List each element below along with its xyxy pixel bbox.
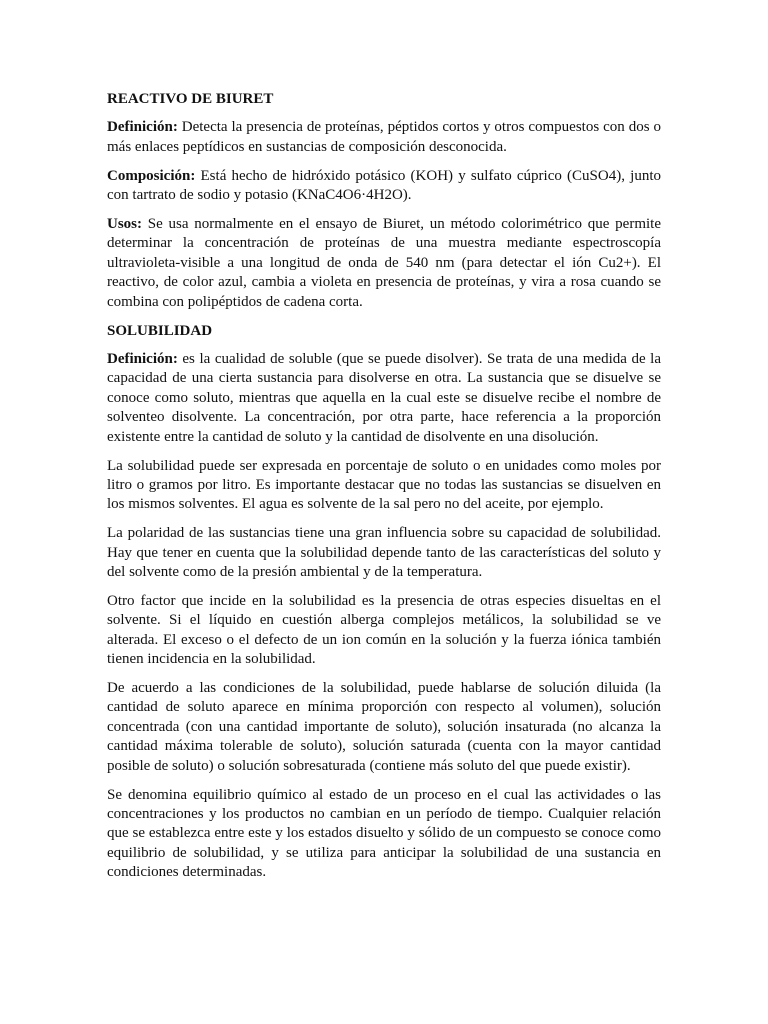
biuret-uses-text: Se usa normalmente en el ensayo de Biuret, un método colorimétrico que permite determinar la concentración de proteínas de una muestra mediante espectroscopía ultravioleta-visible a una longitud de onda de 540 nm (para detectar el ión Cu2+). El reactivo, de color azul, cambia a violeta en presencia de proteínas, y vira a rosa cuando se combina con polipéptidos de cadena corta. xyxy=(107,216,661,310)
biuret-title: REACTIVO DE BIURET xyxy=(107,91,274,107)
biuret-uses-label: Usos: xyxy=(107,216,143,233)
solubilidad-paragraph-units: La solubilidad puede ser expresada en porcentaje de soluto o en unidades como moles por litro o gramos por litro. Es importante destacar que no todas las sustancias se disuelven en los mismos solventes. El agua es solvente de la sal pero no del aceite, por ejemplo. xyxy=(107,457,661,513)
solubilidad-definition-paragraph xyxy=(107,350,661,447)
biuret-definition-text: Detecta la presencia de proteínas, péptidos cortos y otros compuestos con dos o más enlaces peptídicos en sustancias de composición desconocida. xyxy=(107,119,661,155)
solubilidad-paragraph-polarity: La polaridad de las sustancias tiene una gran influencia sobre su capacidad de solubilidad. Hay que tener en cuenta que la solubilidad depende tanto de las características del soluto y del solvente como de la presión ambiental y de la temperatura. xyxy=(107,525,661,581)
biuret-composition-label: Composición: xyxy=(107,167,196,184)
solubilidad-paragraph-equilibrium: Se denomina equilibrio químico al estado de un proceso en el cual las actividades o las concentraciones y los productos no cambian en un período de tiempo. Cualquier relación que se establezca entre este y los estados disuelto y sólido de un compuesto se conoce como equilibrio de solubilidad, y se utiliza para anticipar la solubilidad de una sustancia en condiciones determinadas. xyxy=(107,786,661,881)
solubilidad-definition-text: es la cualidad de soluble (que se puede disolver). Se trata de una medida de la capacidad de una cierta sustancia para disolverse en otra. La sustancia que se disuelve se conoce como soluto, mientras que aquella en la cual este se disuelve recibe el nombre de solventeo disolvente. La concentración, por otra parte, hace referencia a la proporción existente entre la cantidad de soluto y la cantidad de disolvente en una disolución. xyxy=(107,350,661,445)
biuret-composition-text: Está hecho de hidróxido potásico (KOH) y sulfato cúprico (CuSO4), junto con tartrato de sodio y potasio (KNaC4O6·4H2O). xyxy=(107,167,661,204)
solubilidad-paragraph-other-factors: Otro factor que incide en la solubilidad es la presencia de otras especies disueltas en el solvente. Si el líquido en cuestión alberga complejos metálicos, la solubilidad se ve alterada. El exceso o el defecto de un ion común en la solución y la fuerza iónica también tienen incidencia en la solubilidad. xyxy=(107,592,661,668)
biuret-composition-paragraph xyxy=(107,167,661,206)
biuret-definition-label: Definición: xyxy=(107,119,178,136)
solubilidad-title: SOLUBILIDAD xyxy=(107,322,213,339)
biuret-uses-paragraph xyxy=(107,215,661,312)
solubilidad-paragraph-solution-types: De acuerdo a las condiciones de la solubilidad, puede hablarse de solución diluida (la cantidad de soluto aparece en mínima proporción con respecto al volumen), solución concentrada (con una cantidad importante de soluto), solución insaturada (no alcanza la cantidad máxima tolerable de soluto), solución saturada (cuenta con la mayor cantidad posible de soluto) o solución sobresaturada (contiene más soluto del que puede existir). xyxy=(107,680,661,774)
solubilidad-definition-label: Definición: xyxy=(107,350,178,367)
biuret-definition-paragraph xyxy=(107,118,661,157)
document-page xyxy=(107,90,661,892)
